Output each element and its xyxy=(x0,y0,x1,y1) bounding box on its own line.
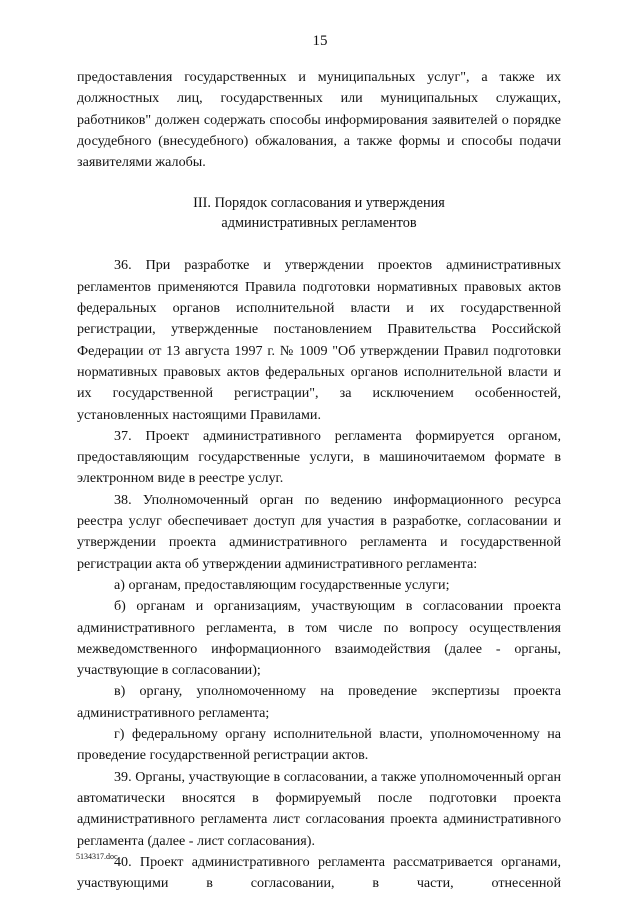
list-item-g: г) федеральному органу исполнительной власти, уполномоченному на проведение государственной регистрации актов. xyxy=(77,726,561,764)
page-number: 15 xyxy=(312,33,328,49)
paragraph-36: 36. При разработке и утверждении проектов административных регламентов применяются Правила подготовки нормативных правовых актов федеральных органов исполнительной власти и их государственной регистрации, утвержденные постановлением Правительства Российской Федерации от 13 августа 1997 г. № 1009 "Об утверждении Правил подготовки нормативных правовых актов федеральных органов исполнительной власти и их государственной регистрации", за исключением особенностей, установленных настоящими Правилами. xyxy=(77,257,561,423)
section-heading-line-2: административных регламентов xyxy=(221,214,417,231)
paragraph-40: 40. Проект административного регламента рассматривается органами, участвующими в согласовании, в части, отнесенной xyxy=(77,853,561,892)
document-body xyxy=(77,67,561,894)
paragraph-39: 39. Органы, участвующие в согласовании, а также уполномоченный орган автоматически вносятся в формируемый после подготовки проекта административного регламента лист согласования проекта административного регламента (далее - лист согласования). xyxy=(77,768,561,849)
section-heading xyxy=(77,194,561,233)
list-item-v: в) органу, уполномоченному на проведение экспертизы проекта административного регламента; xyxy=(77,683,561,721)
paragraph-38: 38. Уполномоченный орган по ведению информационного ресурса реестра услуг обеспечивает доступ для участия в разработке, согласовании и утверждении проекта административного регламента и государственной регистрации акта об утверждении административного регламента: xyxy=(77,491,561,572)
paragraph-37: 37. Проект административного регламента формируется органом, предоставляющим государственные услуги, в машиночитаемом формате в электронном виде в реестре услуг. xyxy=(77,427,561,487)
section-heading-line-1: III. Порядок согласования и утверждения xyxy=(193,195,445,212)
list-item-b: б) органам и организациям, участвующим в согласовании проекта административного регламента, в том числе по вопросу осуществления межведомственного информационного взаимодействия (далее - органы, участвующие в согласовании); xyxy=(77,598,561,679)
paragraph-continuation: предоставления государственных и муниципальных услуг", а также их должностных лиц, государственных или муниципальных служащих, работников" должен содержать способы информирования заявителей о порядке досудебного (внесудебного) обжалования, а также формы и способы подачи заявителями жалобы. xyxy=(77,69,561,171)
list-item-a: а) органам, предоставляющим государственные услуги; xyxy=(114,576,450,593)
footer-file-name: 5134317.doc xyxy=(76,852,118,861)
